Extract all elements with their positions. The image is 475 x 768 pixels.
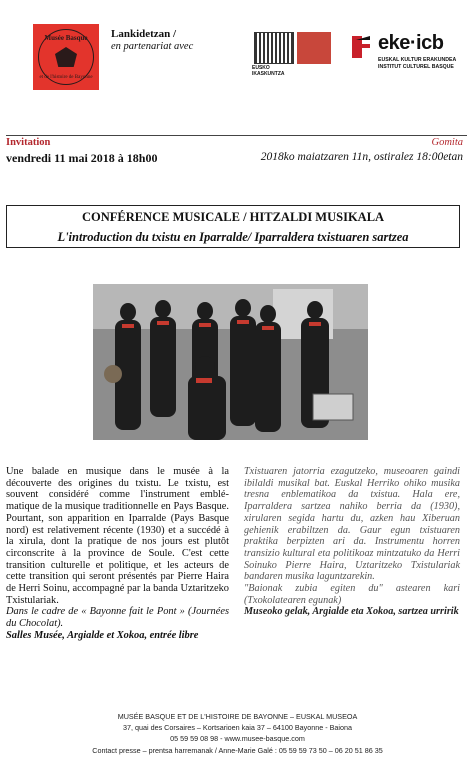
event-date-eu: 2018ko maiatzaren 11n, ostiralez 18:00etan <box>260 151 463 163</box>
invitation-label-eu: Gomita <box>431 137 463 148</box>
body-paragraph-eu: Txistuaren jatorria ezagutzeko, museoaren gaindi ibilaldi musikal bat. Euskal Herriko ohiko musika tresna enblematikoa da txistua. Hala ere, Iparraldera sartzea nahiko berria da (1930), xirularen segida hartu du, azken hau Xiberuan gehienik erabiltzen da. Gaur egun txistuaren praktika berpizten ari da. Instrumentu horren transizio kultural eta politikoaz mintzatuko da Herri Soinuko Pierre Haira, Uztaritzeko Txistulariak bandaren musika laguntzarekin. <box>244 466 460 583</box>
logo-ring <box>38 29 94 85</box>
logo-ring-text: Musée Basque <box>44 34 88 42</box>
footer-address: 37, quai des Corsaires – Kortsarioen kaia 37 – 64100 Bayonne - Baiona <box>123 723 352 733</box>
body-context-fr: Dans le cadre de « Bayonne fait le Pont » (Journées du Chocolat). <box>6 606 229 630</box>
body-text-eu <box>244 466 460 618</box>
eke-icb-logo <box>350 30 470 75</box>
title-box <box>6 205 460 248</box>
eke-line-1: EUSKAL KULTUR ERAKUNDEA <box>378 57 457 63</box>
conference-subtitle: L'introduction du txistu en Iparralde/ Iparraldera txistuaren sartzea <box>57 230 409 244</box>
footer-phone-website: 05 59 59 08 98 - www.musee-basque.com <box>170 734 305 744</box>
partner-subtitle: en partenariat avec <box>111 41 194 52</box>
body-venue-fr: Salles Musée, Argialde et Xokoa, entrée libre <box>6 629 199 641</box>
invitation-label-fr: Invitation <box>6 137 51 148</box>
partner-name: Lankidetzan / <box>111 28 177 40</box>
red-square-logo <box>297 32 331 64</box>
eusko-ikaskuntza-label: EUSKO IKASKUNTZA <box>252 65 285 77</box>
divider-rule <box>6 135 467 136</box>
eusko-ikaskuntza-logo <box>254 32 294 64</box>
body-context-eu: "Baionak zubia egiten du" astearen kari (Txokolatearen egunak) <box>244 583 460 606</box>
body-paragraph-fr: Une balade en musique dans le musée à la découverte des origines du txistu. Le txistu, est souvent considéré comme l'instrument emblé-matique de la musique traditionnelle en Pays Basque. Pourtant, son apparition en Iparralde (Pays Basque nord) est relativement récente (1930) et a succédé à la xirula, dont la pratique de nos jours est plutôt circonscrite à la province de Soule. C'est cette transition culturelle et politique, et les acteurs de cette transition qui seront présentés par Pierre Haira de Herri Soinu, accompagné par la banda Uztaritzeko Txistulariak. <box>6 466 229 606</box>
logo-ring-text-bottom: et de l'histoire de Bayonne <box>39 75 93 80</box>
band-photo <box>93 284 368 440</box>
body-text-fr <box>6 466 229 642</box>
footer-press-contact: Contact presse – prentsa harremanak / Anne-Marie Galé : 05 59 59 73 50 – 06 20 51 86 35 <box>92 745 383 755</box>
musee-basque-logo <box>33 24 99 90</box>
band-photo-illustration <box>93 284 368 440</box>
eke-mark-icon <box>350 34 372 60</box>
event-date-fr: vendredi 11 mai 2018 à 18h00 <box>6 151 158 165</box>
conference-title: CONFÉRENCE MUSICALE / HITZALDI MUSIKALA <box>81 210 385 224</box>
body-venue-eu: Museoko gelak, Argialde eta Xokoa, sartzea urririk <box>244 606 459 618</box>
eke-title: eke·icb <box>378 32 444 54</box>
logo-emblem-icon <box>55 47 77 67</box>
footer-museum-name: MUSÉE BASQUE ET DE L'HISTOIRE DE BAYONNE – EUSKAL MUSEOA <box>117 712 358 721</box>
footer <box>0 711 475 756</box>
eke-line-2: INSTITUT CULTUREL BASQUE <box>378 64 454 70</box>
